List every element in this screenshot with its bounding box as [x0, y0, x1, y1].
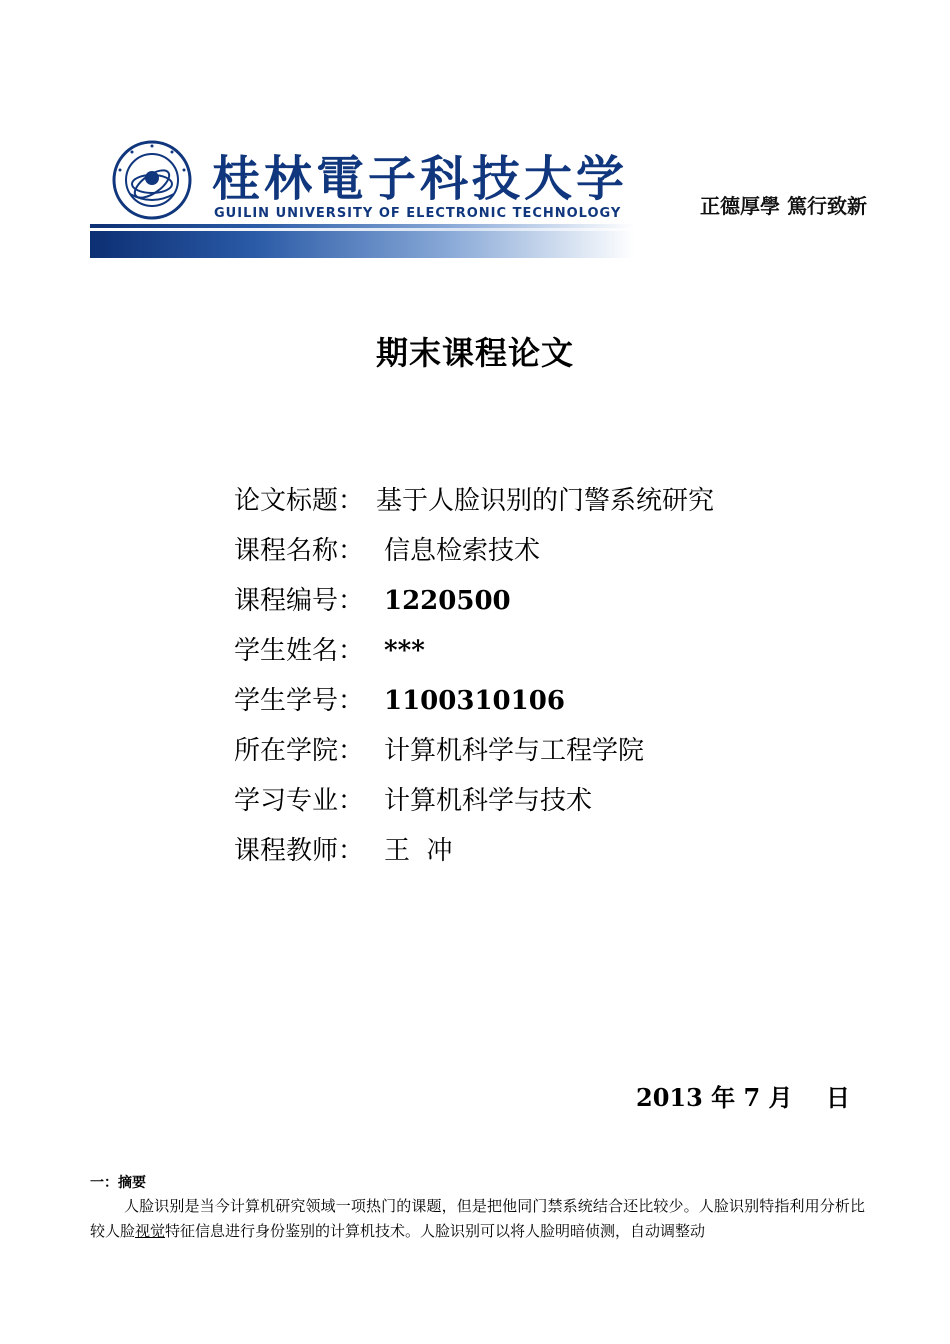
cover-info-list — [234, 476, 714, 876]
info-value: 1220500 — [384, 586, 511, 616]
info-row-course-number — [234, 576, 714, 626]
info-row-student-id — [234, 676, 714, 726]
info-value: 计算机科学与工程学院 — [384, 736, 645, 766]
info-row-thesis-title — [234, 476, 714, 526]
info-row-major — [234, 776, 714, 826]
abstract-body — [90, 1194, 865, 1244]
info-value: *** — [384, 636, 425, 666]
info-label: 所在学院： — [234, 736, 365, 766]
info-row-college — [234, 726, 714, 776]
abstract-underlined-word: 视觉 — [135, 1222, 166, 1240]
info-value: 信息检索技术 — [384, 536, 541, 566]
university-seal-logo — [112, 140, 192, 220]
info-value: 王 冲 — [384, 836, 453, 866]
info-label: 学生学号： — [234, 686, 365, 716]
submission-date: 2013 年 7 月 日 — [636, 1083, 850, 1112]
abstract-heading: 一：摘要 — [90, 1175, 146, 1191]
info-value: 基于人脸识别的门警系统研究 — [376, 486, 715, 516]
info-label: 课程编号： — [234, 586, 365, 616]
abstract-text: 人脸识别是当今计算机研究领域一项热门的课题，但是把他同门禁系统结合还比较少。人脸识别特指利用分析比较人脸 — [90, 1197, 865, 1240]
university-motto: 正德厚學 篤行致新 — [700, 194, 867, 218]
info-row-course-name — [234, 526, 714, 576]
info-label: 学习专业： — [234, 786, 365, 816]
university-name-cn: 桂林電子科技大学 — [212, 151, 629, 207]
university-name-en: GUILIN UNIVERSITY OF ELECTRONIC TECHNOLOGY — [214, 206, 622, 221]
info-value: 计算机科学与技术 — [384, 786, 593, 816]
info-row-teacher — [234, 826, 714, 876]
info-label: 课程教师： — [234, 836, 365, 866]
info-label: 学生姓名： — [234, 636, 365, 666]
info-label: 课程名称： — [234, 536, 365, 566]
abstract-text-continued: 特征信息进行身份鉴别的计算机技术。人脸识别可以将人脸明暗侦测，自动调整动 — [165, 1222, 706, 1240]
info-row-student-name — [234, 626, 714, 676]
banner-line — [90, 228, 635, 231]
info-value: 1100310106 — [384, 686, 565, 716]
info-label: 论文标题： — [234, 486, 365, 516]
university-banner — [90, 100, 895, 260]
page-title: 期末课程论文 — [375, 334, 574, 372]
